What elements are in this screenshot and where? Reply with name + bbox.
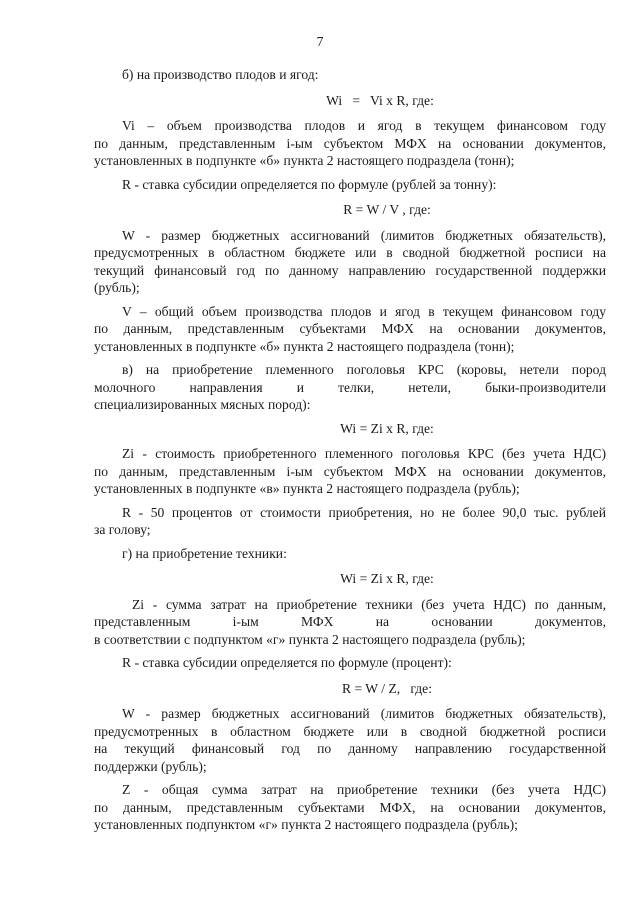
section-v-heading <box>94 361 606 414</box>
formula-wi-zi-r-v <box>94 420 606 438</box>
formula-text: Wi = Zi x R, где: <box>340 571 434 586</box>
formula-text: R = W / Z, где: <box>342 680 432 696</box>
r-definition-line: R - 50 процентов от стоимости приобретения, но не более 90,0 тыс. рублей <box>122 504 606 520</box>
r-definition-line: за голову; <box>94 522 151 537</box>
zi-definition-line: Zi - стоимость приобретенного племенного поголовья КРС (без учета НДС) <box>122 446 606 461</box>
zi-definition-line: установленных в подпункте «в» пункта 2 настоящего подраздела (рубль); <box>94 481 520 496</box>
formula-r-w-z <box>94 680 606 698</box>
zi-definition-v <box>94 445 606 498</box>
v-definition-line: V – общий объем производства плодов и ягод в текущем финансовом году <box>122 303 606 319</box>
formula-text: Wi = Zi x R, где: <box>340 420 434 436</box>
vi-definition-line: Vi – объем производства плодов и ягод в текущем финансовом году <box>122 118 606 133</box>
w-definition-line: W - размер бюджетных ассигнований (лимитов бюджетных обязательств), <box>122 706 606 721</box>
formula-wi-zi-r-g <box>94 570 606 588</box>
r-definition-v <box>94 504 606 539</box>
v-definition-line: установленных в подпункте «б» пункта 2 настоящего подраздела (тонн); <box>94 338 515 354</box>
w-definition-line: поддержки (рубль); <box>94 758 207 774</box>
section-v-heading-line: в) на приобретение племенного поголовья КРС (коровы, нетели пород <box>122 362 606 377</box>
w-definition-b <box>94 227 606 297</box>
v-definition-line: по данным, представленным субъектами МФХ на основании документов, <box>94 321 606 336</box>
vi-definition-line: по данным, представленным i-ым субъектом МФХ на основании документов, <box>94 135 606 151</box>
z-definition-line: по данным, представленным субъектами МФХ, на основании документов, <box>94 799 606 815</box>
section-b-heading: б) на производство плодов и ягод: <box>122 67 319 82</box>
v-definition <box>94 303 606 356</box>
zi-definition-line: представленным i-ым МФХ на основании документов, <box>94 614 606 629</box>
z-definition-line: Z - общая сумма затрат на приобретение техники (без учета НДС) <box>122 782 606 797</box>
section-v-heading-line: специализированных мясных пород): <box>94 397 311 412</box>
section-g-heading: г) на приобретение техники: <box>122 545 287 561</box>
w-definition-line: W - размер бюджетных ассигнований (лимитов бюджетных обязательств), <box>122 227 606 243</box>
w-definition-line: (рубль); <box>94 280 140 295</box>
vi-definition-line: установленных в подпункте «б» пункта 2 настоящего подраздела (тонн); <box>94 153 515 168</box>
formula-wi-vi-r <box>94 92 606 110</box>
z-definition <box>94 781 606 834</box>
zi-definition-line: по данным, представленным i-ым субъектом МФХ на основании документов, <box>94 463 606 479</box>
document-body <box>94 66 606 840</box>
w-definition-g <box>94 705 606 775</box>
formula-text: Wi = Vi x R, где: <box>326 92 434 108</box>
w-definition-line: предусмотренных в областном бюджете или в сводной бюджетной росписи на <box>94 245 606 260</box>
w-definition-line: предусмотренных в областном бюджете или в сводной бюджетной росписи <box>94 723 606 739</box>
formula-text: R = W / V , где: <box>343 202 431 217</box>
w-definition-line: текущий финансовый год по данному направлению государственной поддержки <box>94 262 606 278</box>
vi-definition <box>94 117 606 170</box>
r-definition-g: R - ставка субсидии определяется по формуле (процент): <box>122 655 452 670</box>
r-definition-b: R - ставка субсидии определяется по формуле (рублей за тонну): <box>122 176 497 192</box>
page-number: 7 <box>316 34 324 49</box>
z-definition-line: установленных подпунктом «г» пункта 2 настоящего подраздела (рубль); <box>94 817 518 832</box>
zi-definition-line: в соответствии с подпунктом «г» пункта 2 настоящего подраздела (рубль); <box>94 631 526 647</box>
section-v-heading-line: молочного направления и телки, нетели, быки-производители <box>94 379 606 395</box>
w-definition-line: на текущий финансовый год по данному направлению государственной <box>94 741 606 756</box>
zi-definition-g <box>94 596 606 649</box>
zi-definition-line: Zi - сумма затрат на приобретение техники (без учета НДС) по данным, <box>132 596 606 612</box>
formula-r-w-v <box>94 201 606 219</box>
